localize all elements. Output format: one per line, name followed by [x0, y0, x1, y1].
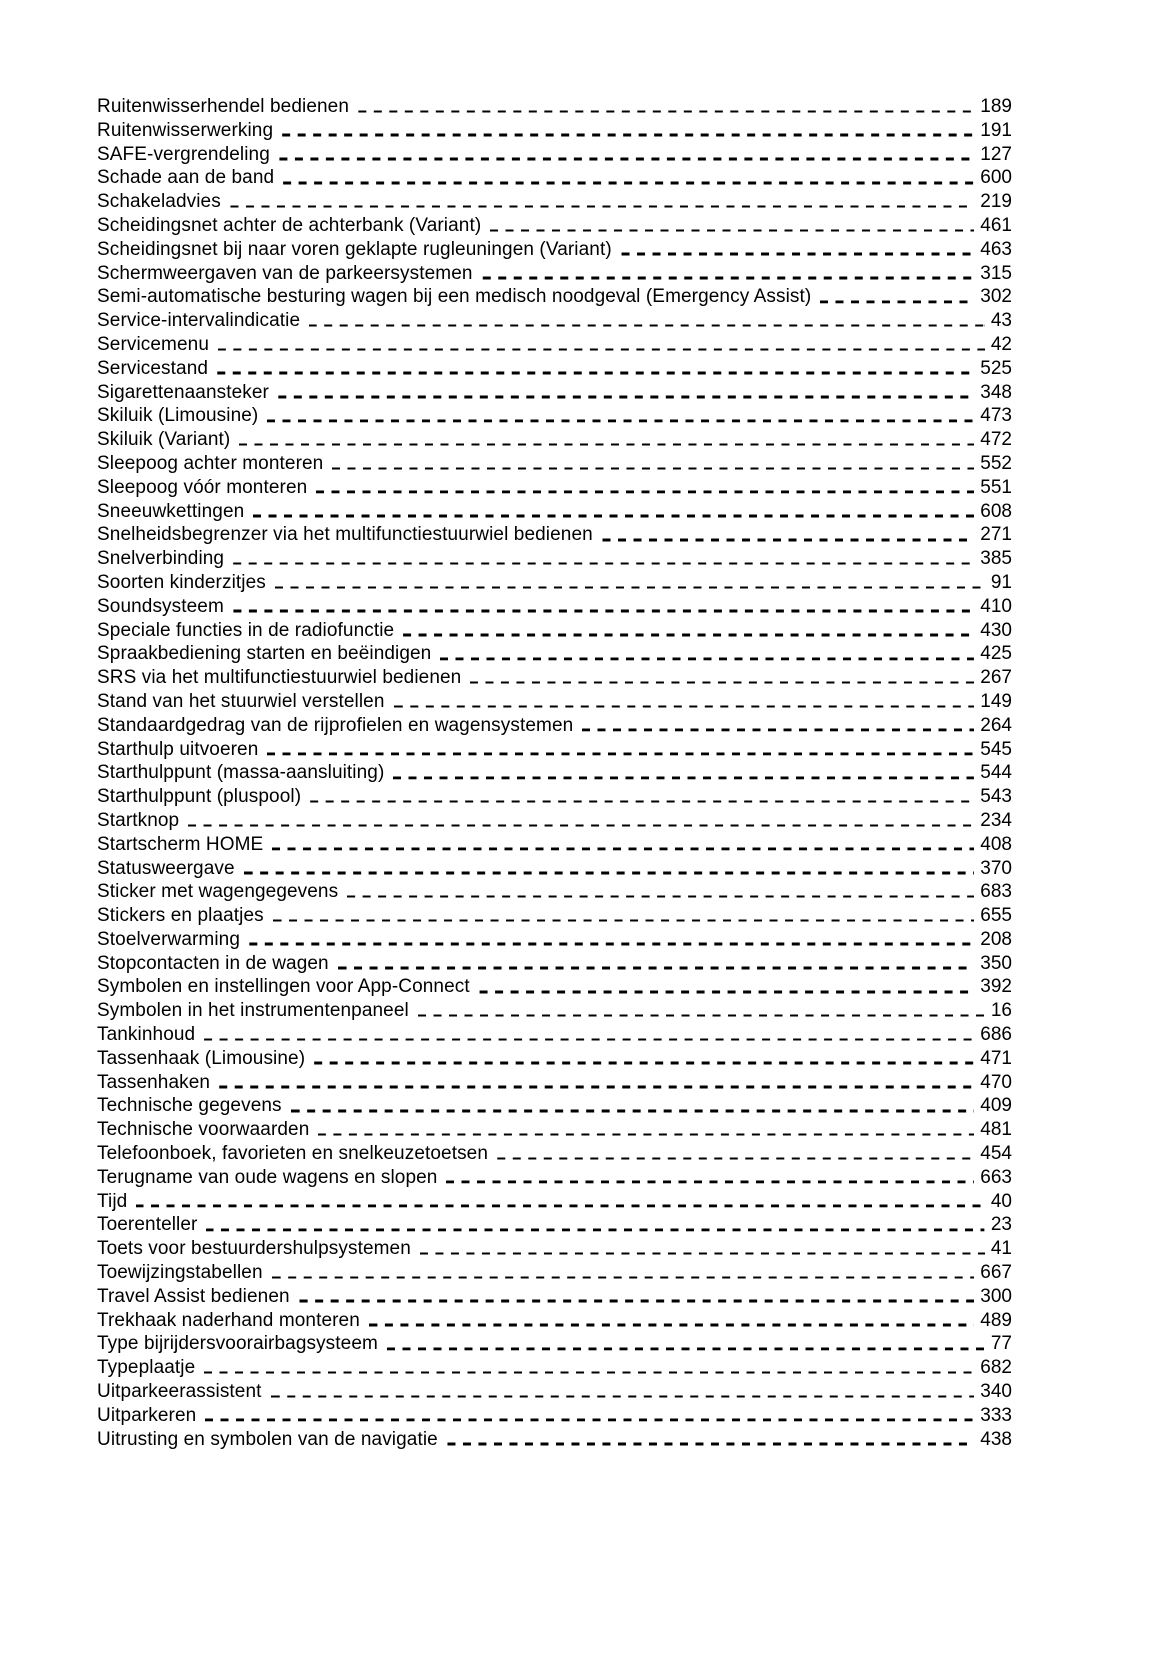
index-entry: [97, 1214, 1012, 1238]
dotted-leader: [497, 1157, 974, 1160]
entry-page-number: 525: [980, 357, 1012, 379]
entry-label: Skiluik (Limousine): [97, 405, 259, 427]
entry-label: Stopcontacten in de wagen: [97, 952, 329, 974]
entry-label: Type bijrijdersvoorairbagsysteem: [97, 1333, 378, 1355]
entry-page-number: 655: [980, 905, 1012, 927]
entry-label: Scheidingsnet achter de achterbank (Variant): [97, 214, 482, 236]
dotted-leader: [272, 1276, 975, 1279]
index-entry: [97, 1191, 1012, 1215]
entry-page-number: 315: [980, 262, 1012, 284]
entry-page-number: 461: [980, 214, 1012, 236]
entry-page-number: 302: [980, 286, 1012, 308]
entry-page-number: 350: [980, 952, 1012, 974]
entry-label: Schade aan de band: [97, 167, 275, 189]
entry-page-number: 543: [980, 786, 1012, 808]
index-entry: [97, 1357, 1012, 1381]
dotted-leader: [470, 681, 974, 684]
index-entry: [97, 1262, 1012, 1286]
entry-page-number: 430: [980, 619, 1012, 641]
entry-page-number: 264: [980, 714, 1012, 736]
entry-page-number: 473: [980, 405, 1012, 427]
entry-page-number: 408: [980, 833, 1012, 855]
entry-page-number: 683: [980, 881, 1012, 903]
dotted-leader: [316, 491, 974, 494]
dotted-leader: [271, 1395, 975, 1398]
index-entry: [97, 572, 1012, 596]
index-entry: [97, 501, 1012, 525]
index-entry: [97, 1429, 1012, 1453]
entry-label: Sneeuwkettingen: [97, 500, 245, 522]
index-entry: [97, 310, 1012, 334]
entry-label: Ruitenwisserhendel bedienen: [97, 96, 349, 117]
index-entry: [97, 1167, 1012, 1191]
entry-page-number: 545: [980, 738, 1012, 760]
index-entry: [97, 263, 1012, 287]
entry-label: Sleepoog vóór monteren: [97, 476, 308, 498]
entry-page-number: 410: [980, 595, 1012, 617]
dotted-leader: [338, 967, 975, 970]
dotted-leader: [446, 1181, 974, 1184]
dotted-leader: [136, 1205, 985, 1208]
entry-page-number: 682: [980, 1357, 1012, 1379]
dotted-leader: [447, 1443, 974, 1446]
entry-label: Statusweergave: [97, 857, 235, 879]
dotted-leader: [440, 657, 974, 660]
entry-label: Uitrusting en symbolen van de navigatie: [97, 1428, 438, 1450]
entry-label: Symbolen in het instrumentenpaneel: [97, 1000, 409, 1022]
entry-page-number: 489: [980, 1309, 1012, 1331]
entry-page-number: 191: [980, 119, 1012, 141]
entry-label: Standaardgedrag van de rijprofielen en wagensystemen: [97, 714, 574, 736]
index-entry: [97, 786, 1012, 810]
dotted-leader: [188, 824, 974, 827]
dotted-leader: [602, 538, 975, 541]
entry-label: SAFE-vergrendeling: [97, 143, 270, 165]
entry-page-number: 234: [980, 809, 1012, 831]
entry-page-number: 551: [980, 476, 1012, 498]
entry-label: Stoelverwarming: [97, 928, 240, 950]
entry-label: Tijd: [97, 1190, 128, 1212]
entry-label: Servicemenu: [97, 333, 209, 355]
index-entry: [97, 1000, 1012, 1024]
index-entry: [97, 905, 1012, 929]
index-entry: [97, 715, 1012, 739]
dotted-leader: [205, 1419, 974, 1422]
entry-label: Stickers en plaatjes: [97, 905, 264, 927]
index-entry: [97, 477, 1012, 501]
index-entry: [97, 929, 1012, 953]
dotted-leader: [299, 1300, 975, 1303]
index-entry: [97, 239, 1012, 263]
entry-page-number: 385: [980, 548, 1012, 570]
entry-page-number: 127: [980, 143, 1012, 165]
entry-page-number: 454: [980, 1143, 1012, 1165]
entry-page-number: 23: [990, 1214, 1012, 1236]
index-entry: [97, 667, 1012, 691]
entry-page-number: 340: [980, 1381, 1012, 1403]
entry-page-number: 149: [980, 690, 1012, 712]
entry-label: Skiluik (Variant): [97, 429, 231, 451]
index-entry: [97, 620, 1012, 644]
index-entry: [97, 643, 1012, 667]
entry-page-number: 189: [980, 96, 1012, 117]
dotted-leader: [282, 134, 974, 137]
index-list: [97, 96, 1012, 1452]
entry-page-number: 16: [990, 1000, 1012, 1022]
dotted-leader: [369, 1324, 974, 1327]
entry-page-number: 267: [980, 667, 1012, 689]
dotted-leader: [267, 753, 974, 756]
entry-label: Sigarettenaansteker: [97, 381, 269, 403]
entry-label: Semi-automatische besturing wagen bij een medisch noodgeval (Emergency Assist): [97, 286, 812, 308]
dotted-leader: [278, 396, 974, 399]
index-entry: [97, 858, 1012, 882]
entry-label: Technische gegevens: [97, 1095, 282, 1117]
index-entry: [97, 358, 1012, 382]
index-entry: [97, 1119, 1012, 1143]
entry-page-number: 663: [980, 1166, 1012, 1188]
index-entry: [97, 1310, 1012, 1334]
dotted-leader: [332, 467, 974, 470]
entry-label: Travel Assist bedienen: [97, 1285, 290, 1307]
dotted-leader: [310, 800, 974, 803]
entry-label: Tassenhaken: [97, 1071, 211, 1093]
entry-page-number: 409: [980, 1095, 1012, 1117]
entry-label: Schakeladvies: [97, 191, 221, 213]
dotted-leader: [387, 1348, 985, 1351]
dotted-leader: [244, 872, 975, 875]
dotted-leader: [218, 348, 985, 351]
index-entry: [97, 739, 1012, 763]
dotted-leader: [403, 634, 974, 637]
index-entry: [97, 1333, 1012, 1357]
index-entry: [97, 167, 1012, 191]
entry-label: Tassenhaak (Limousine): [97, 1047, 306, 1069]
entry-page-number: 370: [980, 857, 1012, 879]
entry-page-number: 544: [980, 762, 1012, 784]
entry-label: Starthulppunt (massa-aansluiting): [97, 762, 385, 784]
index-entry: [97, 834, 1012, 858]
index-entry: [97, 286, 1012, 310]
entry-page-number: 333: [980, 1404, 1012, 1426]
index-entry: [97, 548, 1012, 572]
index-entry: [97, 1405, 1012, 1429]
index-entry: [97, 691, 1012, 715]
index-entry: [97, 120, 1012, 144]
dotted-leader: [279, 158, 974, 161]
index-entry: [97, 881, 1012, 905]
entry-label: Technische voorwaarden: [97, 1119, 310, 1141]
dotted-leader: [267, 419, 974, 422]
entry-label: SRS via het multifunctiestuurwiel bedienen: [97, 667, 462, 689]
entry-page-number: 470: [980, 1071, 1012, 1093]
entry-label: Telefoonboek, favorieten en snelkeuzetoetsen: [97, 1143, 489, 1165]
entry-label: Trekhaak naderhand monteren: [97, 1309, 360, 1331]
entry-label: Ruitenwisserwerking: [97, 119, 274, 141]
dotted-leader: [479, 991, 975, 994]
dotted-leader: [490, 229, 974, 232]
entry-label: Startknop: [97, 809, 180, 831]
entry-label: Toerenteller: [97, 1214, 198, 1236]
entry-page-number: 43: [990, 310, 1012, 332]
index-entry: [97, 1024, 1012, 1048]
index-entry: [97, 334, 1012, 358]
index-entry: [97, 1238, 1012, 1262]
index-entry: [97, 1095, 1012, 1119]
entry-page-number: 219: [980, 191, 1012, 213]
dotted-leader: [582, 729, 974, 732]
entry-label: Starthulppunt (pluspool): [97, 786, 302, 808]
entry-page-number: 77: [990, 1333, 1012, 1355]
entry-label: Toewijzingstabellen: [97, 1262, 263, 1284]
dotted-leader: [249, 943, 974, 946]
entry-label: Terugname van oude wagens en slopen: [97, 1166, 438, 1188]
entry-label: Typeplaatje: [97, 1357, 196, 1379]
index-entry: [97, 453, 1012, 477]
entry-label: Tankinhoud: [97, 1024, 196, 1046]
dotted-leader: [309, 324, 985, 327]
entry-page-number: 463: [980, 238, 1012, 260]
dotted-leader: [393, 776, 974, 779]
index-entry: [97, 191, 1012, 215]
entry-page-number: 686: [980, 1024, 1012, 1046]
dotted-leader: [204, 1371, 974, 1374]
dotted-leader: [239, 443, 974, 446]
entry-page-number: 481: [980, 1119, 1012, 1141]
entry-page-number: 300: [980, 1285, 1012, 1307]
dotted-leader: [318, 1133, 974, 1136]
entry-label: Soundsysteem: [97, 595, 224, 617]
entry-label: Startscherm HOME: [97, 833, 264, 855]
entry-label: Schermweergaven van de parkeersystemen: [97, 262, 473, 284]
index-entry: [97, 524, 1012, 548]
index-entry: [97, 382, 1012, 406]
dotted-leader: [621, 253, 975, 256]
dotted-leader: [217, 372, 974, 375]
dotted-leader: [482, 277, 975, 280]
index-entry: [97, 96, 1012, 120]
index-entry: [97, 810, 1012, 834]
entry-page-number: 472: [980, 429, 1012, 451]
entry-page-number: 438: [980, 1428, 1012, 1450]
entry-page-number: 392: [980, 976, 1012, 998]
entry-page-number: 208: [980, 928, 1012, 950]
entry-page-number: 552: [980, 452, 1012, 474]
dotted-leader: [253, 515, 974, 518]
dotted-leader: [347, 895, 974, 898]
entry-label: Spraakbediening starten en beëindigen: [97, 643, 432, 665]
dotted-leader: [418, 1014, 985, 1017]
entry-page-number: 608: [980, 500, 1012, 522]
entry-label: Service-intervalindicatie: [97, 310, 301, 332]
entry-page-number: 41: [990, 1238, 1012, 1260]
index-entry: [97, 1381, 1012, 1405]
entry-page-number: 348: [980, 381, 1012, 403]
dotted-leader: [394, 705, 975, 708]
entry-page-number: 42: [990, 333, 1012, 355]
entry-label: Scheidingsnet bij naar voren geklapte rugleuningen (Variant): [97, 238, 612, 260]
entry-page-number: 471: [980, 1047, 1012, 1069]
dotted-leader: [314, 1062, 974, 1065]
dotted-leader: [219, 1086, 974, 1089]
index-entry: [97, 762, 1012, 786]
entry-label: Toets voor bestuurdershulpsystemen: [97, 1238, 411, 1260]
index-entry: [97, 1286, 1012, 1310]
dotted-leader: [820, 300, 974, 303]
entry-label: Speciale functies in de radiofunctie: [97, 619, 395, 641]
entry-page-number: 91: [990, 571, 1012, 593]
entry-label: Symbolen en instellingen voor App-Connect: [97, 976, 470, 998]
index-entry: [97, 429, 1012, 453]
entry-label: Sticker met wagengegevens: [97, 881, 339, 903]
entry-label: Soorten kinderzitjes: [97, 571, 266, 593]
entry-label: Uitparkeren: [97, 1404, 197, 1426]
entry-label: Servicestand: [97, 357, 209, 379]
entry-label: Snelverbinding: [97, 548, 225, 570]
index-entry: [97, 215, 1012, 239]
index-entry: [97, 1072, 1012, 1096]
entry-page-number: 600: [980, 167, 1012, 189]
dotted-leader: [233, 610, 974, 613]
entry-page-number: 425: [980, 643, 1012, 665]
index-entry: [97, 144, 1012, 168]
dotted-leader: [420, 1252, 985, 1255]
entry-page-number: 271: [980, 524, 1012, 546]
dotted-leader: [291, 1110, 975, 1113]
dotted-leader: [233, 562, 974, 565]
entry-page-number: 667: [980, 1262, 1012, 1284]
dotted-leader: [272, 848, 974, 851]
dotted-leader: [206, 1229, 984, 1232]
index-entry: [97, 1048, 1012, 1072]
entry-label: Starthulp uitvoeren: [97, 738, 259, 760]
dotted-leader: [273, 919, 975, 922]
entry-label: Sleepoog achter monteren: [97, 452, 324, 474]
entry-page-number: 40: [990, 1190, 1012, 1212]
dotted-leader: [230, 205, 974, 208]
entry-label: Stand van het stuurwiel verstellen: [97, 690, 385, 712]
dotted-leader: [275, 586, 985, 589]
dotted-leader: [204, 1038, 974, 1041]
dotted-leader: [283, 181, 974, 184]
index-entry: [97, 405, 1012, 429]
dotted-leader: [358, 110, 974, 113]
index-entry: [97, 953, 1012, 977]
index-entry: [97, 596, 1012, 620]
entry-label: Uitparkeerassistent: [97, 1381, 262, 1403]
index-entry: [97, 976, 1012, 1000]
entry-label: Snelheidsbegrenzer via het multifunctiestuurwiel bedienen: [97, 524, 593, 546]
index-entry: [97, 1143, 1012, 1167]
